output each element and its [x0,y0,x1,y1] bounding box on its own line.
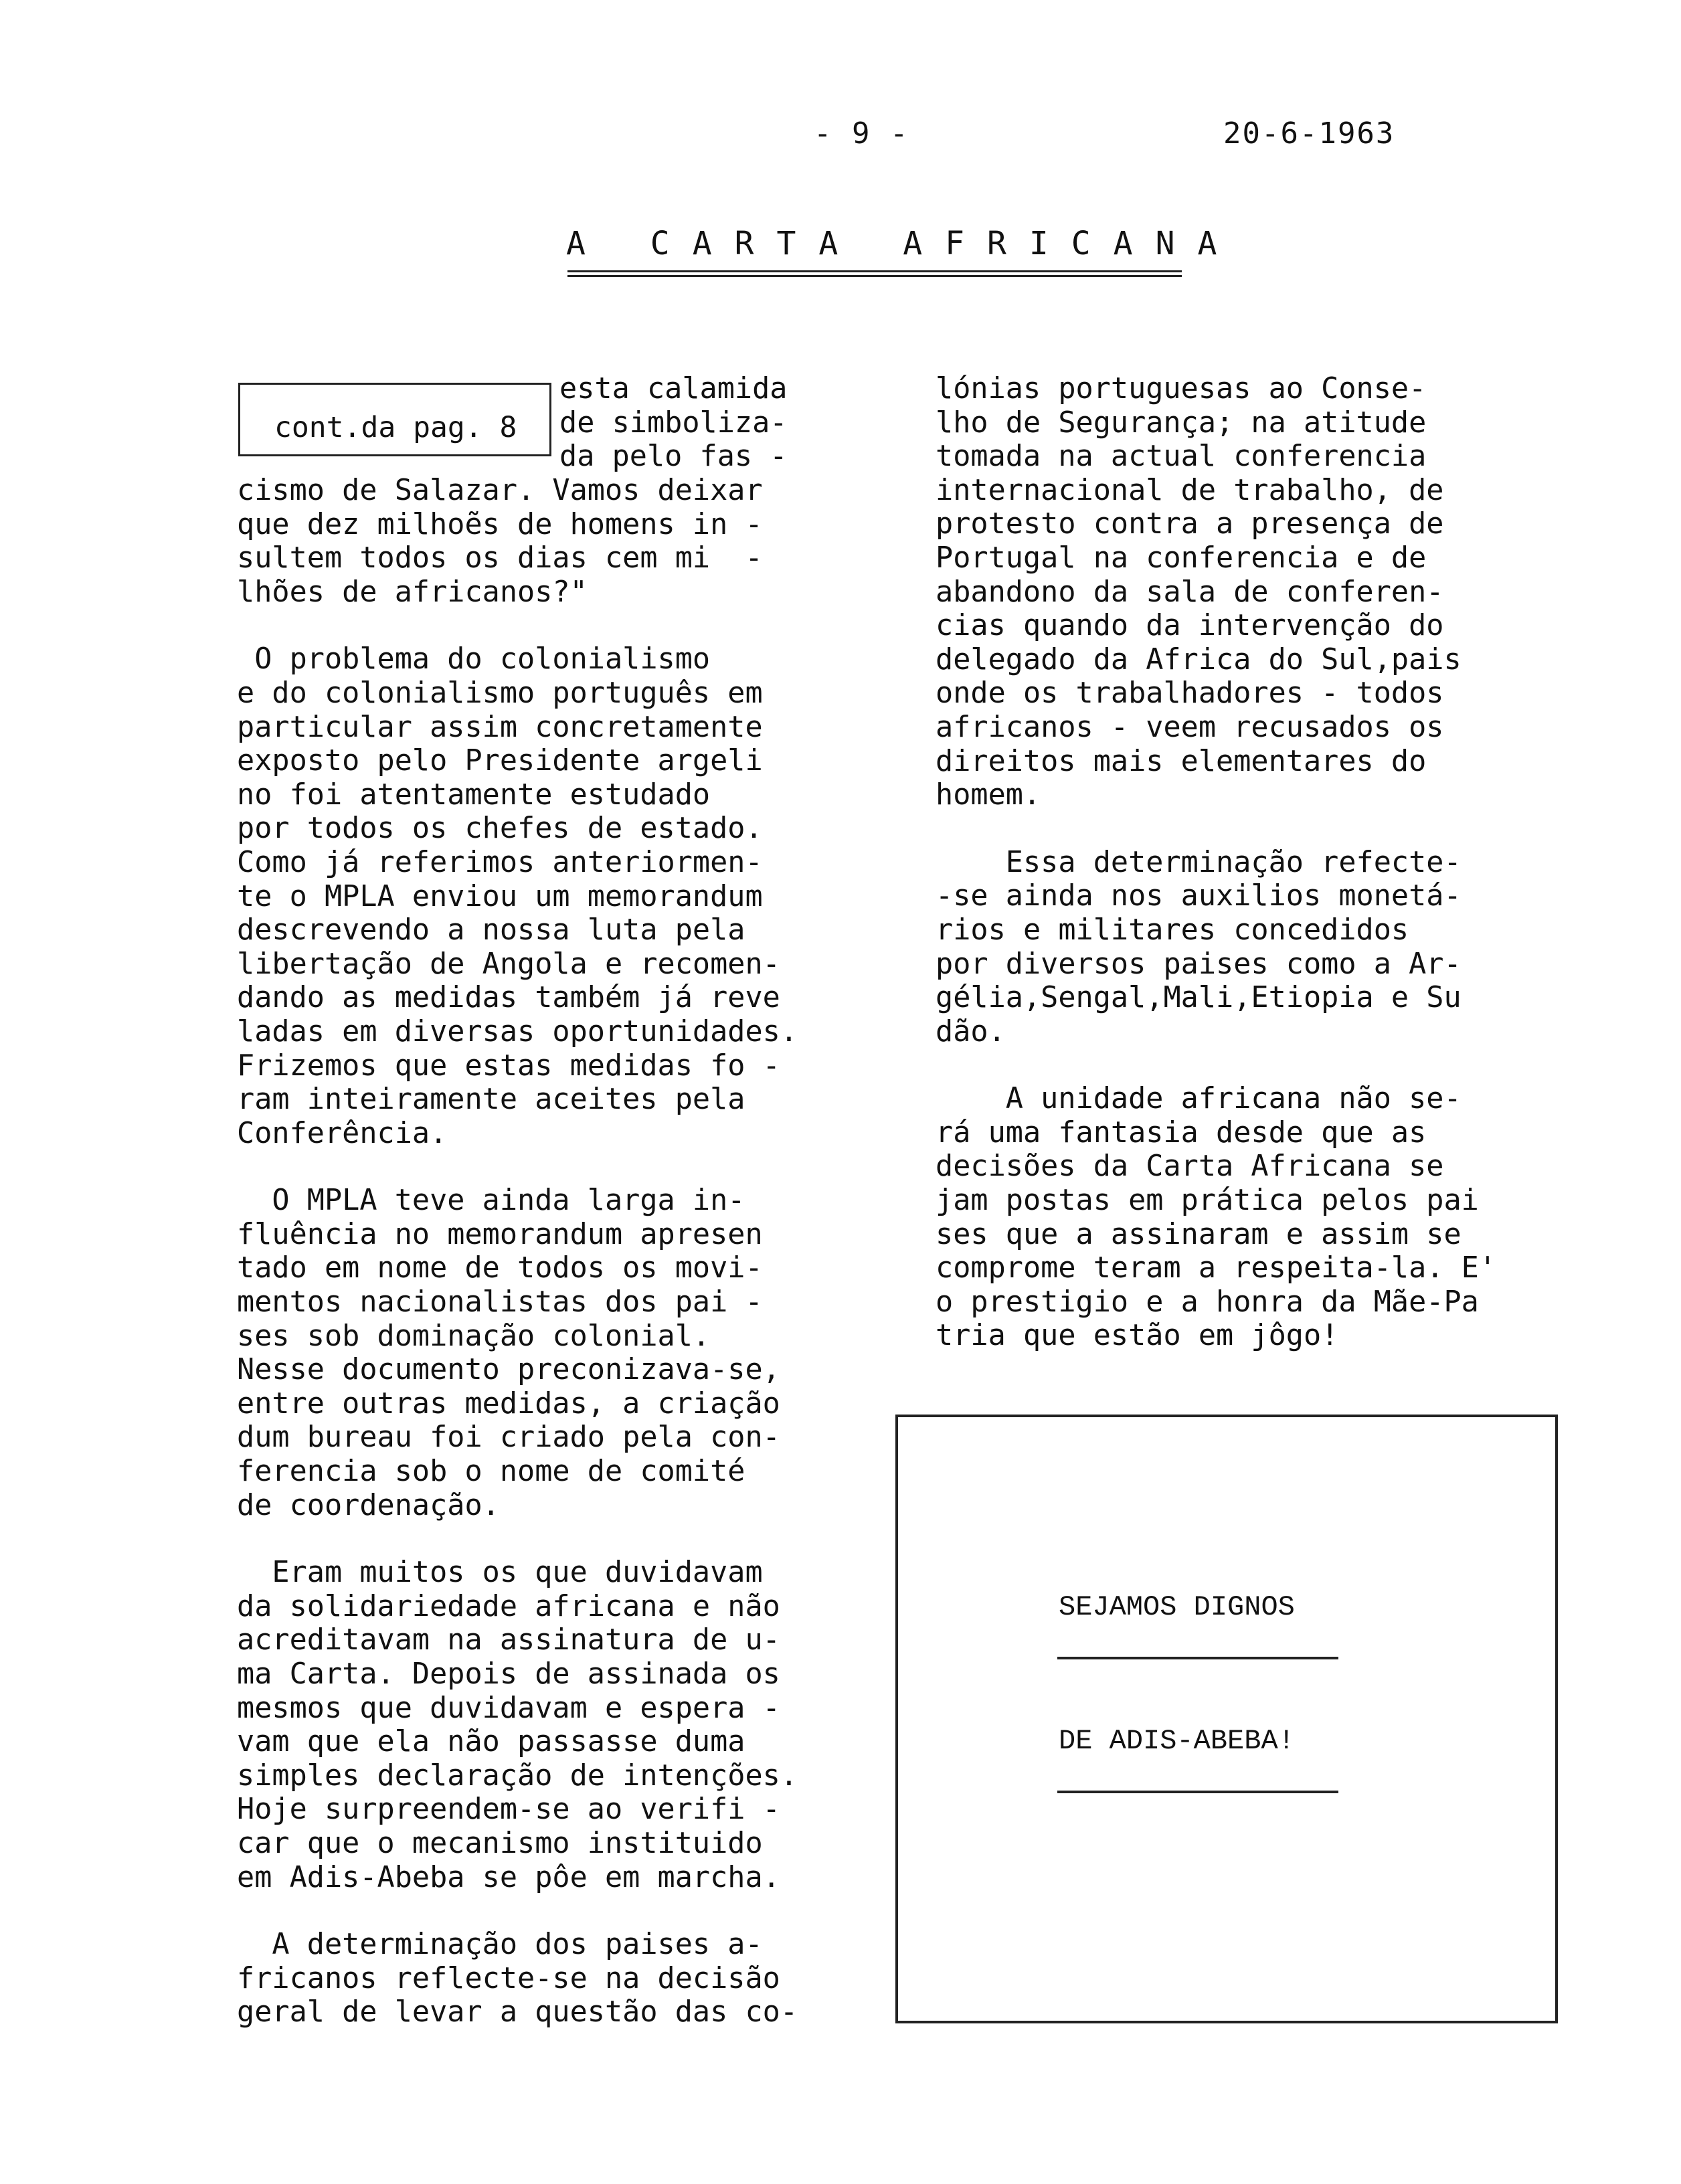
paragraph [936,846,1551,1049]
text-line: lhões de africanos?" [237,575,588,609]
text-line: Conferência. [237,1116,448,1150]
text-line: Portugal na conferencia e de [936,541,1427,575]
text-line: internacional de trabalho, de [936,473,1444,507]
text-line: dão. [936,1014,1006,1049]
text-line: ladas em diversas oportunidades. [237,1014,798,1049]
text-line: mesmos que duvidavam e espera - [237,1691,780,1725]
text-line: lho de Segurança; na atitude [936,405,1427,440]
text-line: O MPLA teve ainda larga in- [237,1184,745,1218]
page-number: - 9 - [814,116,909,151]
paragraph [237,642,893,1150]
text-line: ma Carta. Depois de assinada os [237,1657,780,1691]
text-line: o prestigio e a honra da Mãe-Pa [936,1285,1479,1319]
text-line: mentos nacionalistas dos pai - [237,1285,763,1320]
text-line: Eram muitos os que duvidavam [237,1556,763,1590]
text-line: te o MPLA enviou um memorandum [237,879,763,913]
text-line: entre outras medidas, a criação [237,1386,780,1421]
text-line: simples declaração de intenções. [237,1758,798,1793]
text-line: Como já referimos anteriormen- [237,845,763,879]
text-line: cismo de Salazar. Vamos deixar [237,474,763,507]
text-line: ses sob dominação colonial. [237,1319,711,1353]
text-line: de coordenação. [237,1488,500,1522]
slogan-rule-2 [1057,1791,1338,1793]
text-line: A determinação dos paises a- [237,1928,763,1962]
text-line: fluência no memorandum apresen [237,1217,763,1251]
text-line: rios e militares concedidos [936,913,1409,947]
text-line: Frizemos que estas medidas fo - [237,1049,780,1083]
paragraph [936,372,1551,812]
text-line: jam postas em prática pelos pai [936,1184,1479,1218]
text-line: por todos os chefes de estado. [237,812,763,846]
paragraph [936,1082,1551,1353]
text-line: lónias portuguesas ao Conse- [936,372,1427,405]
text-line: libertação de Angola e recomen- [237,947,780,981]
text-line: onde os trabalhadores - todos [936,676,1444,711]
text-line: dum bureau foi criado pela con- [237,1421,780,1455]
text-line: dando as medidas também já reve [237,981,780,1015]
text-line: protesto contra a presença de [936,507,1444,541]
text-line: acreditavam na assinatura de u- [237,1623,780,1657]
left-column [237,372,893,2063]
text-line: A unidade africana não se- [936,1082,1462,1116]
right-column [936,372,1551,1386]
slogan-box [895,1415,1558,2023]
text-line: da pelo fas - [559,440,788,474]
article-title: A CARTA AFRICANA [566,225,1240,262]
text-line: exposto pelo Presidente argeli [237,744,763,778]
continuation-label: cont.da pag. 8 [274,411,517,444]
text-line: O problema do colonialismo [237,642,711,676]
text-line: particular assim concretamente [237,710,763,744]
slogan-line-2: DE ADIS-ABEBA! [1059,1725,1295,1757]
text-line: descrevendo a nossa luta pela [237,913,745,947]
text-line: vam que ela não passasse duma [237,1725,745,1759]
text-line: direitos mais elementares do [936,744,1427,778]
text-line: africanos - veem recusados os [936,710,1444,744]
text-line: ses que a assinaram e assim se [936,1217,1462,1251]
text-line: comprome teram a respeita-la. E' [936,1251,1497,1285]
text-line: que dez milhoẽs de homens in - [237,507,763,541]
text-line: e do colonialismo português em [237,676,763,710]
text-line: car que o mecanismo instituido [237,1826,763,1860]
page-date: 20-6-1963 [1223,116,1395,151]
text-line: Nesse documento preconizava-se, [237,1353,780,1387]
slogan-line-1: SEJAMOS DIGNOS [1059,1591,1295,1623]
text-line: no foi atentamente estudado [237,778,711,812]
text-line: rá uma fantasia desde que as [936,1115,1427,1150]
paragraph [237,1184,893,1522]
text-line: decisões da Carta Africana se [936,1150,1444,1184]
text-line: gélia,Sengal,Mali,Etiopia e Su [936,981,1462,1015]
text-line: por diversos paises como a Ar- [936,947,1462,981]
text-line: delegado da Africa do Sul,pais [936,642,1462,676]
text-line: -se ainda nos auxilios monetá- [936,879,1462,913]
text-line: fricanos reflecte-se na decisão [237,1961,780,1995]
text-line: cias quando da intervenção do [936,609,1444,643]
slogan-rule-1 [1057,1657,1338,1659]
text-line: ferencia sob o nome de comité [237,1455,745,1489]
text-line: da solidariedade africana e não [237,1589,780,1623]
text-line: esta calamida [559,372,788,405]
title-double-rule [567,270,1182,277]
text-line: de simboliza- [559,405,788,440]
text-line: sultem todos os dias cem mi - [237,541,763,575]
text-line: abandono da sala de conferen- [936,575,1444,609]
text-line: em Adis-Abeba se pôe em marcha. [237,1860,780,1894]
text-line: tria que estão em jôgo! [936,1319,1339,1353]
text-line: Essa determinação refecte- [936,845,1462,879]
text-line: ram inteiramente aceites pela [237,1083,745,1117]
text-line: Hoje surpreendem-se ao verifi - [237,1793,780,1827]
paragraph [237,474,893,609]
paragraph [237,1556,893,1894]
text-line: tado em nome de todos os movi- [237,1251,763,1285]
text-line: geral de levar a questão das co- [237,1995,798,2029]
paragraph [237,1928,893,2029]
text-line: tomada na actual conferencia [936,440,1427,474]
text-line: homem. [936,778,1041,812]
